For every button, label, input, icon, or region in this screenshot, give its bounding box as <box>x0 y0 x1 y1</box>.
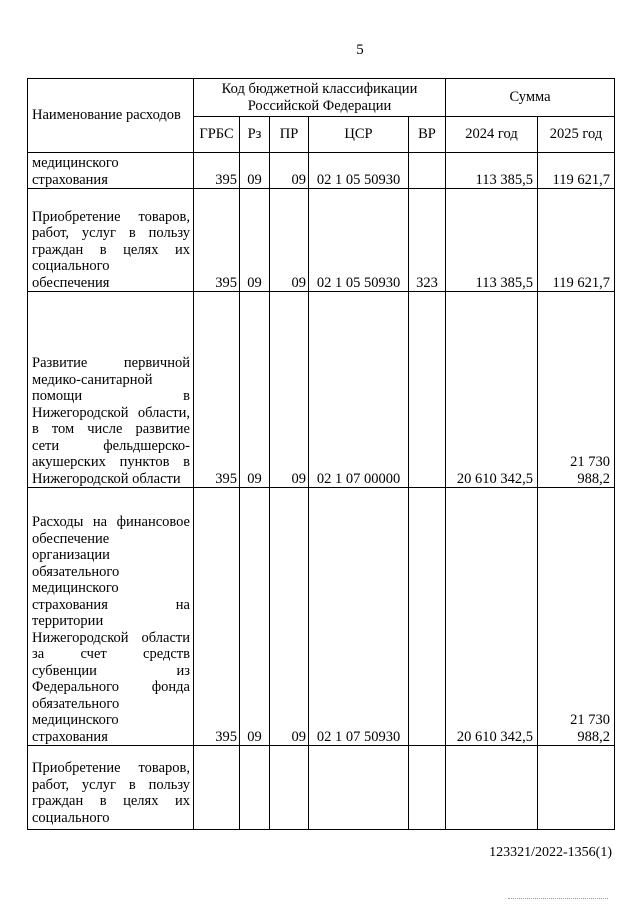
row-csr: 02 1 07 00000 <box>309 292 409 488</box>
row-sum-2024 <box>446 746 538 830</box>
row-sum-2025 <box>538 746 615 830</box>
row-sum-2024: 20 610 342,5 <box>446 488 538 746</box>
column-header-vr: ВР <box>409 117 446 153</box>
table-row <box>28 746 615 830</box>
row-csr: 02 1 07 50930 <box>309 488 409 746</box>
page-number: 5 <box>356 42 364 58</box>
row-pr: 09 <box>270 153 309 189</box>
row-csr <box>309 746 409 830</box>
column-header-pr: ПР <box>270 117 309 153</box>
table-row <box>28 189 615 292</box>
row-vr <box>409 488 446 746</box>
row-sum-2025: 119 621,7 <box>538 189 615 292</box>
row-name: Развитие первичной медико-санитарной помощи в Нижегородской области, в том числе развитие сети фельдшерско-акушерских пунктов в Нижегородской области <box>28 292 194 488</box>
row-grbs: 395 <box>194 189 240 292</box>
row-grbs: 395 <box>194 292 240 488</box>
column-header-grbs: ГРБС <box>194 117 240 153</box>
row-grbs: 395 <box>194 488 240 746</box>
row-rz: 09 <box>240 189 270 292</box>
row-vr <box>409 746 446 830</box>
column-group-sum: Сумма <box>446 79 615 117</box>
column-header-rz: Рз <box>240 117 270 153</box>
row-name: Приобретение товаров, работ, услуг в пользу граждан в целях их социального обеспечения <box>28 189 194 292</box>
column-group-budget-code: Код бюджетной классификации Российской Федерации <box>194 79 446 117</box>
row-grbs: 395 <box>194 153 240 189</box>
row-sum-2025: 21 730 988,2 <box>538 488 615 746</box>
row-vr <box>409 153 446 189</box>
row-sum-2024: 113 385,5 <box>446 189 538 292</box>
row-vr: 323 <box>409 189 446 292</box>
row-sum-2024: 113 385,5 <box>446 153 538 189</box>
row-sum-2024: 20 610 342,5 <box>446 292 538 488</box>
scan-edge-mark <box>508 898 608 900</box>
header-row-1 <box>28 79 615 117</box>
row-rz: 09 <box>240 292 270 488</box>
table-row <box>28 292 615 488</box>
row-pr <box>270 746 309 830</box>
row-name: Расходы на финансовое обеспечение организации обязательного медицинского страхования на территории Нижегородской области за счет средств субвенции из Федерального фонда обязательного медицинского страхования <box>28 488 194 746</box>
column-header-name: Наименование расходов <box>28 79 194 153</box>
row-csr: 02 1 05 50930 <box>309 153 409 189</box>
column-header-2024: 2024 год <box>446 117 538 153</box>
row-rz <box>240 746 270 830</box>
row-pr: 09 <box>270 488 309 746</box>
row-vr <box>409 292 446 488</box>
row-pr: 09 <box>270 189 309 292</box>
row-sum-2025: 119 621,7 <box>538 153 615 189</box>
table-row <box>28 488 615 746</box>
row-pr: 09 <box>270 292 309 488</box>
row-rz: 09 <box>240 488 270 746</box>
column-header-2025: 2025 год <box>538 117 615 153</box>
row-csr: 02 1 05 50930 <box>309 189 409 292</box>
row-grbs <box>194 746 240 830</box>
row-sum-2025: 21 730 988,2 <box>538 292 615 488</box>
row-name: медицинского страхования <box>28 153 194 189</box>
row-name: Приобретение товаров, работ, услуг в пользу граждан в целях их социального <box>28 746 194 830</box>
row-rz: 09 <box>240 153 270 189</box>
column-header-csr: ЦСР <box>309 117 409 153</box>
table-row <box>28 153 615 189</box>
document-registration-code: 123321/2022-1356(1) <box>489 845 612 860</box>
budget-table <box>27 78 615 830</box>
